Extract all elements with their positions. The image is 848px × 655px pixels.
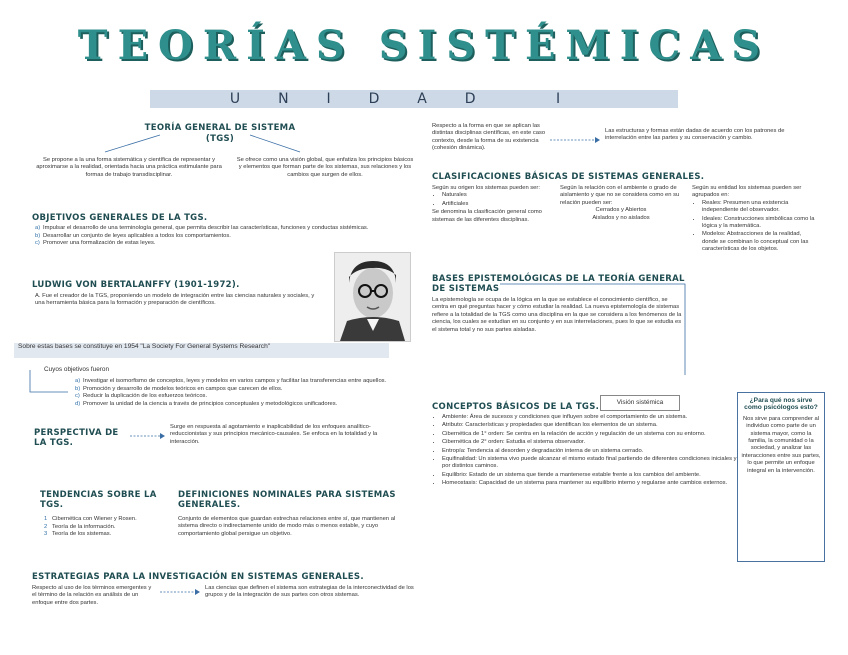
perspective-arrowhead (160, 433, 165, 439)
bertalanffy-portrait (334, 252, 411, 342)
goals-intro: Cuyos objetivos fueron (44, 366, 110, 373)
objective-item: a) Impulsar el desarrollo de una terminología general, que permita describir las características, funciones y conductas sistémicas. (35, 225, 369, 231)
tgs-right-text: Se ofrece como una visión global, que enfatiza los principios básicos y elementos que forman parte de los sistemas, sus relaciones y los cambios que surgen de ellos. (236, 157, 414, 178)
objective-item: c) Promover una formalización de estas leyes. (35, 240, 156, 247)
goal-item: c) Reducir la duplicación de los esfuerzos teóricos. (75, 393, 208, 400)
goal-item: d) Promover la unidad de la ciencia a través de principios conceptuales y metodológicos unificadores. (75, 400, 338, 407)
psychology-question-box (737, 392, 825, 562)
concept-item: • Entropía: Tendencia al desorden y degradación interna de un sistema cerrado. (442, 448, 742, 455)
concept-item: • Ambiente: Área de sucesos y condiciones que influyen sobre el comportamiento de un sistema. (442, 414, 742, 421)
vision-box: Visión sistémica (600, 395, 680, 411)
top-arrowhead (595, 137, 600, 143)
definitions-text: Conjunto de elementos que guardan estrechas relaciones entre sí, que mantienen al sistema directo o indirectamente unido de modo más o menos estable, y cuyo comportamiento global persigue un objetivo. (178, 516, 396, 537)
goal-item: b) Promoción y desarrollo de modelos teóricos en campos que carecen de ellos. (75, 385, 283, 392)
list-item: • Naturales (442, 192, 550, 199)
goal-item: a) Investigar el isomorfismo de conceptos, leyes y modelos en varios campos y facilitar las transferencias entre aquellos. (75, 378, 387, 384)
list-item: • Modelos: Abstracciones de la realidad, donde se combinan lo conceptual con las características de los objetos. (702, 231, 817, 253)
classification-entity: Según su entidad los sistemas pueden ser agrupados en: • Reales: Presumen una existencia independiente del observador. • Ideales: Construcciones simbólicas como la lógica y la matemática. • Modelos: Abstracciones de la realidad, donde se combinan lo conceptual con las características de los objetos. (692, 185, 817, 255)
strategies-left: Respecto al uso de los términos emergentes y el término de la relación es análisis de un enfoque entre dos partes. (32, 585, 152, 606)
concept-item: • Equilibrio: Estado de un sistema que tiende a mantenerse estable frente a los cambios del ambiente. (442, 472, 742, 479)
classification-note: Se denomina la clasificación general como sistemas de las diferentes disciplinas. (432, 209, 542, 223)
page-title: TEORÍAS SISTÉMICAS (77, 22, 771, 69)
list-item: • Reales: Presumen una existencia independiente del observador. (702, 200, 817, 215)
question-title: ¿Para qué nos sirve como psicólogos esto? (744, 397, 818, 412)
concepts-list (432, 414, 742, 489)
classification-heading: CLASIFICACIONES BÁSICAS DE SISTEMAS GENERALES. (432, 172, 705, 182)
list-item: Aislados y no aislados (592, 214, 650, 221)
perspective-heading: PERSPECTIVA DE LA TGS. (34, 428, 119, 448)
trend-item: 2 Teoría de la información. (44, 523, 116, 530)
classification-origin: Según su origen los sistemas pueden ser: • Naturales • Artificiales Se denomina la clasificación general como sistemas de las diferentes disciplinas. (432, 185, 550, 224)
strategies-right: Las ciencias que definen el sistema son estrategias de la interconectividad de los grupos y de la integración de sus partes con otros sistemas. (205, 585, 414, 599)
perspective-text: Surge en respuesta al agotamiento e inaplicabilidad de los enfoques analítico-reduccionistas y sus principios mecánico-causales. Se enfoca en la totalidad y la interacción. (170, 424, 378, 445)
definitions-heading: DEFINICIONES NOMINALES PARA SISTEMAS GENERALES. (178, 490, 396, 510)
objectives-heading: OBJETIVOS GENERALES DE LA TGS. (32, 213, 208, 223)
list-item: • Artificiales (442, 201, 550, 208)
strategies-arrowhead (195, 589, 200, 595)
concept-item: • Cibernética de 1° orden: Se centra en la relación de acción y regulación de un sistema con su entorno. (442, 431, 742, 438)
concept-item: • Atributo: Características y propiedades que identifican los elementos de un sistema. (442, 422, 742, 429)
objectives-list (35, 225, 410, 248)
list-item: • Ideales: Construcciones simbólicas como la lógica y la matemática. (702, 216, 817, 231)
ludwig-text: A. Fue el creador de la TGS, proponiendo un modelo de integración entre las ciencias naturales y sociales, y una herramienta básica para la formación y preparación de científicos. (35, 293, 315, 307)
question-text: Nos sirve para comprender al individuo como parte de un sistema mayor, como la familia, la comunidad o la sociedad, y analizar las interacciones entre sus partes, lo que permite un enfoque integral en la intervención. (741, 415, 821, 474)
concept-item: • Cibernética de 2° orden: Estudia el sistema observador. (442, 439, 742, 446)
top-right-text: Las estructuras y formas están dadas de acuerdo con los patrones de interrelación entre las partes y su conservación y cambio. (605, 128, 785, 142)
top-left-text: Respecto a la forma en que se aplican las distintas disciplinas científicas, en este caso contexto, desde la forma de su existencia (cohesión dinámica). (432, 123, 546, 152)
tgs-left-text: Se propone a la una forma sistemática y científica de representar y aproximarse a la realidad, orientada hacia una práctica estimulante para formas de trabajo transdisciplinar. (36, 157, 222, 178)
trends-heading: TENDENCIAS SOBRE LA TGS. (40, 490, 157, 510)
trend-item: 1 Cibernética con Wiener y Rosen. (44, 516, 137, 522)
objective-item: b) Desarrollar un conjunto de leyes aplicables a todos los comportamientos. (35, 232, 231, 239)
concept-item: • Equifinalidad: Un sistema vivo puede alcanzar el mismo estado final partiendo de diferentes condiciones iniciales y por distintos caminos. (442, 456, 742, 471)
strategies-heading: ESTRATEGIAS PARA LA INVESTIGACIÓN EN SISTEMAS GENERALES. (32, 572, 364, 582)
classification-environment: Según la relación con el ambiente o grado de aislamiento y que no se considera como en su relación pueden ser: Cerrados y Abiertos Aislados y no aislados (560, 185, 682, 222)
trends-list (44, 516, 169, 539)
bases-heading: BASES EPISTEMOLÓGICAS DE LA TEORÍA GENERAL DE SISTEMAS (432, 274, 685, 294)
goals-list (75, 378, 407, 408)
list-item: Cerrados y Abiertos (595, 207, 647, 214)
ludwig-heading: LUDWIG VON BERTALANFFY (1901-1972). (32, 280, 240, 290)
bases-text: La epistemología se ocupa de la lógica en la que se establece el conocimiento científico, se centra en qué preguntas hacer y cómo estudiar la realidad. La nueva epistemología de sistemas refiere a la totalidad de la TGS como una disciplina en la que se considera a los fenómenos de la ciencia, los cuales se estudian en su conjunto y en sus interrelaciones, pues lo que se estudia es el sistema total y no sus partes aisladas. (432, 297, 682, 333)
trend-item: 3 Teoría de los sistemas. (44, 531, 112, 538)
unit-label: UNIDAD I (229, 91, 599, 107)
concepts-heading: CONCEPTOS BÁSICOS DE LA TGS. (432, 402, 600, 412)
tgs-heading: TEORÍA GENERAL DE SISTEMA (144, 123, 296, 133)
tgs-abbr: (TGS) (205, 134, 235, 144)
society-text: Sobre estas bases se constituye en 1954 "La Society For General Systems Research" (18, 343, 271, 350)
concept-item: • Homeostasis: Capacidad de un sistema para mantener su equilibrio interno y regularse ante cambios externos. (442, 480, 742, 487)
